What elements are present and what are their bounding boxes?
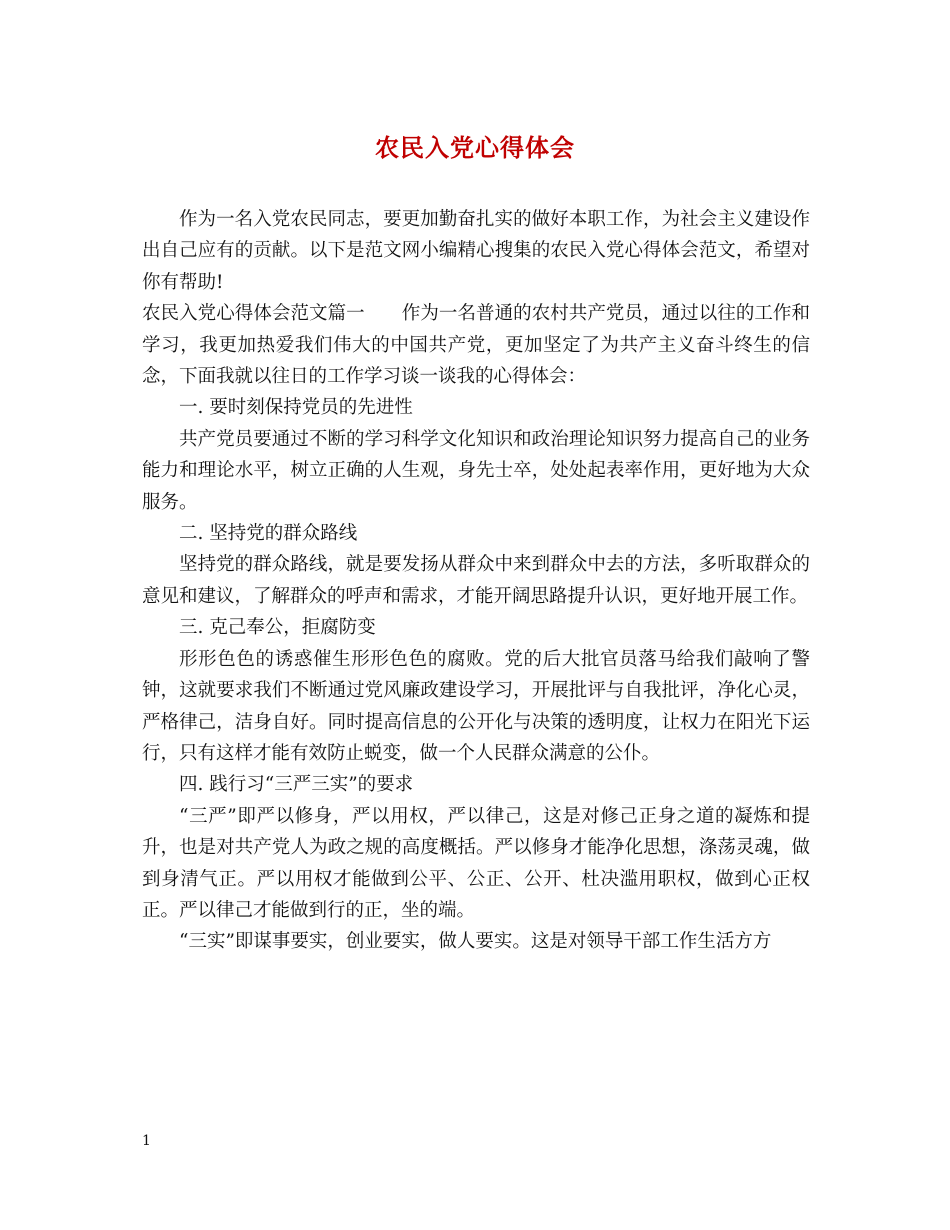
section-body-3: 形形色色的诱惑催生形形色色的腐败。党的后大批官员落马给我们敲响了警钟，这就要求我们不断通过党风廉政建设学习，开展批评与自我批评，净化心灵，严格律己，洁身自好。同时提高信息的公开化与决策的透明度，让权力在阳光下运行，只有这样才能有效防止蜕变，做一个人民群众满意的公仆。 xyxy=(142,648,810,764)
section-body-4b: “三实”即谋事要实，创业要实，做人要实。这是对领导干部工作生活方方 xyxy=(179,931,772,953)
essay-one-opening: 农民入党心得体会范文篇一 作为一名普通的农村共产党员，通过以往的工作和学习，我更加热爱我们伟大的中国共产党，更加坚定了为共产主义奋斗终生的信念，下面我就以往日的工作学习谈一谈我的心得体会： xyxy=(142,303,810,388)
section-heading-4: 四. 践行习“三严三实”的要求 xyxy=(179,774,414,796)
section-body-2: 坚持党的群众路线，就是要发扬从群众中来到群众中去的方法，多听取群众的意见和建议，了解群众的呼声和需求，才能开阔思路提升认识，更好地开展工作。 xyxy=(142,554,810,607)
document-title: 农民入党心得体会 xyxy=(375,133,575,162)
page-number: 1 xyxy=(142,1133,151,1149)
section-heading-2: 二. 坚持党的群众路线 xyxy=(179,523,358,545)
intro-paragraph: 作为一名入党农民同志，要更加勤奋扎实的做好本职工作，为社会主义建设作出自己应有的贡献。以下是范文网小编精心搜集的农民入党心得体会范文，希望对你有帮助! xyxy=(142,209,810,293)
section-body-1: 共产党员要通过不断的学习科学文化知识和政治理论知识努力提高自己的业务能力和理论水平，树立正确的人生观，身先士卒，处处起表率作用，更好地为大众服务。 xyxy=(142,428,810,513)
section-heading-3: 三. 克己奉公，拒腐防变 xyxy=(179,617,376,639)
section-body-4a: “三严”即严以修身，严以用权，严以律己，这是对修己正身之道的凝炼和提升，也是对共产党人为政之规的高度概括。严以修身才能净化思想，涤荡灵魂，做到身清气正。严以用权才能做到公平、公正、公开、杜决滥用职权，做到心正权正。严以律己才能做到行的正，坐的端。 xyxy=(142,805,810,921)
section-heading-1: 一. 要时刻保持党员的先进性 xyxy=(179,397,413,419)
document-body xyxy=(142,204,810,958)
